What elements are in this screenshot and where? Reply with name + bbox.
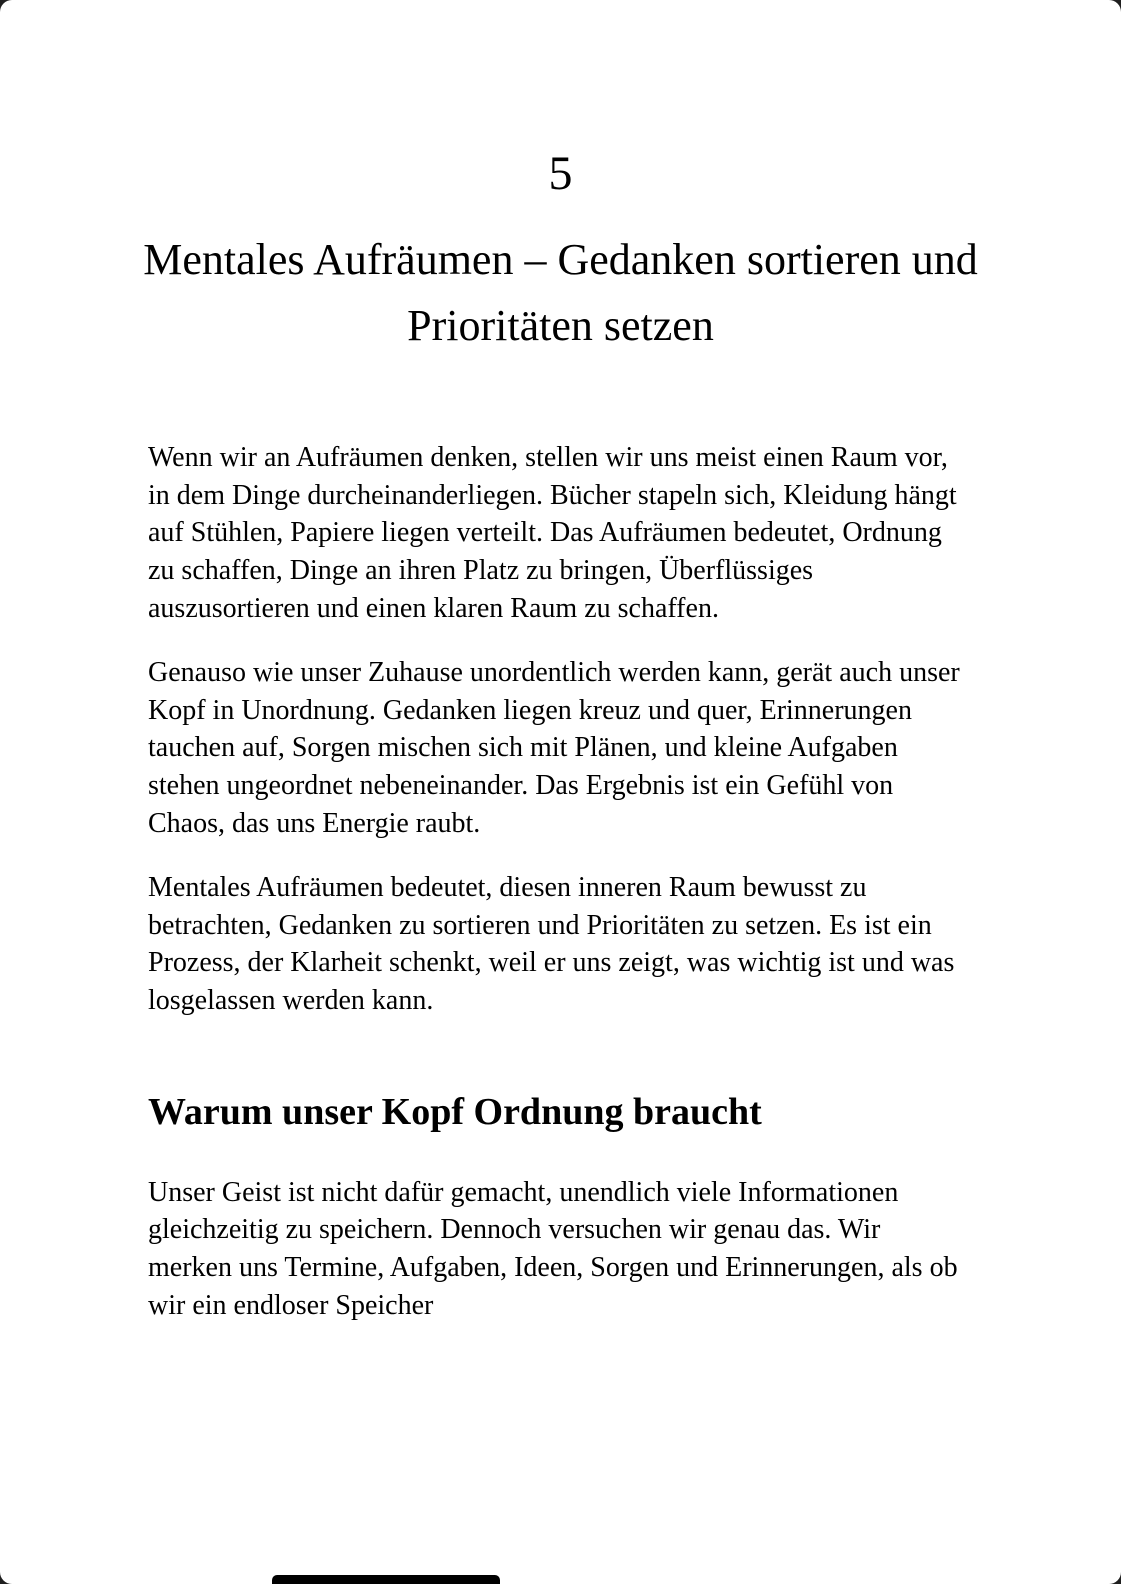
- chapter-title: Mentales Aufräumen – Gedanken sortieren und Prioritäten setzen: [143, 234, 978, 350]
- paragraph: Unser Geist ist nicht dafür gemacht, unendlich viele Informationen gleichzeitig zu speichern. Dennoch versuchen wir genau das. Wir merken uns Termine, Aufgaben, Ideen, Sorgen und Erinnerungen, als ob wir ein endloser Speicher: [148, 1176, 958, 1321]
- paragraph: Wenn wir an Aufräumen denken, stellen wir uns meist einen Raum vor, in dem Dinge durcheinanderliegen. Bücher stapeln sich, Kleidung hängt auf Stühlen, Papiere liegen verteilt. Das Aufräumen bedeutet, Ordnung zu schaffen, Dinge an ihren Platz zu bringen, Überflüssiges auszusortieren und einen klaren Raum zu schaffen.: [148, 441, 957, 624]
- section-body-block: [148, 1174, 964, 1325]
- section-heading: Warum unser Kopf Ordnung braucht: [148, 1090, 762, 1133]
- home-indicator[interactable]: [272, 1575, 500, 1584]
- body-text-block: [148, 439, 964, 1020]
- paragraph: Mentales Aufräumen bedeutet, diesen inneren Raum bewusst zu betrachten, Gedanken zu sortieren und Prioritäten zu setzen. Es ist ein Prozess, der Klarheit schenkt, weil er uns zeigt, was wichtig ist und was losgelassen werden kann.: [148, 871, 955, 1017]
- paragraph: Genauso wie unser Zuhause unordentlich werden kann, gerät auch unser Kopf in Unordnung. Gedanken liegen kreuz und quer, Erinnerungen tauchen auf, Sorgen mischen sich mit Plänen, und kleine Aufgaben stehen ungeordnet nebeneinander. Das Ergebnis ist ein Gefühl von Chaos, das uns Energie raubt.: [148, 656, 960, 839]
- chapter-number: 5: [548, 147, 573, 200]
